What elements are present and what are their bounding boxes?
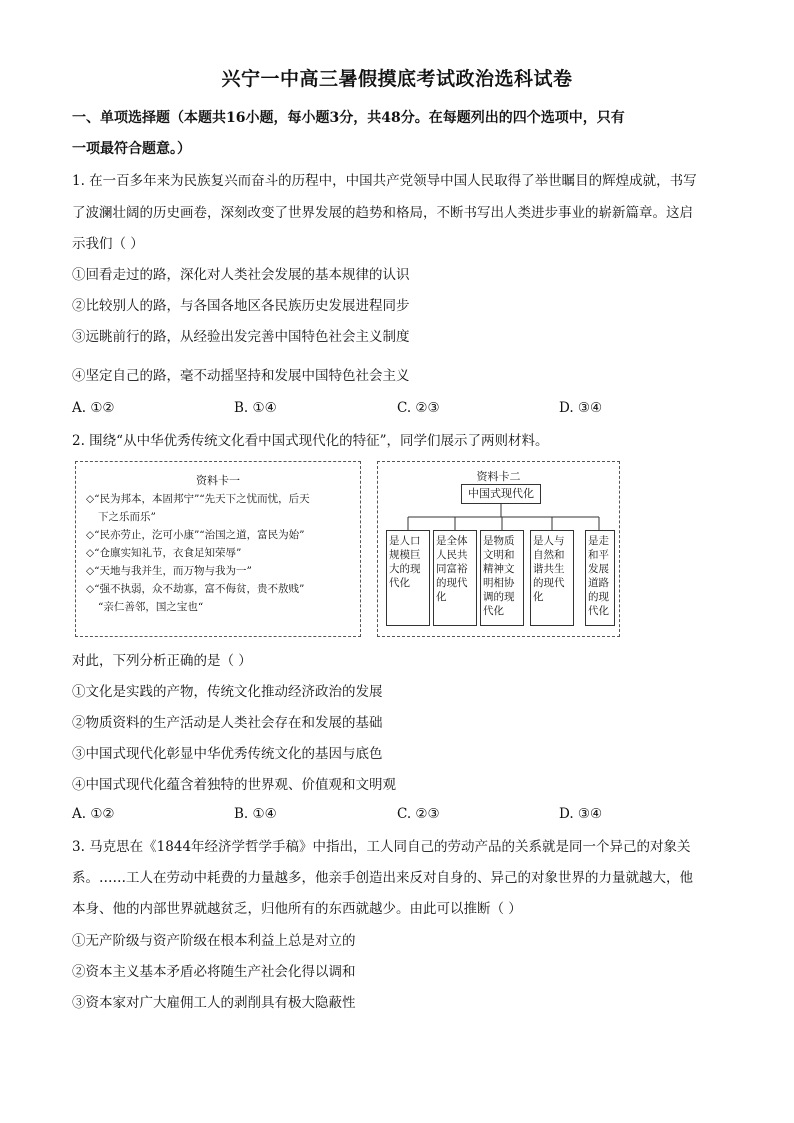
q2-item: ①文化是实践的产物，传统文化推动经济政治的发展 [72,684,383,700]
material-card-one [75,461,361,637]
diagram-leaf-node: 是人与自然和谐共生的现代化 [530,530,574,626]
q1-stem: 了波澜壮阔的历史画卷，深刻改变了世界发展的趋势和格局，不断书写出人类进步事业的崭新篇章。这启 [72,205,693,221]
page-title: 兴宁一中高三暑假摸底考试政治选科试卷 [221,68,573,90]
diagram-root-node: 中国式现代化 [461,484,541,504]
q2-option-a[interactable]: A. ①② [72,806,115,822]
q2-item: ③中国式现代化彰显中华优秀传统文化的基因与底色 [72,746,383,762]
q2-ask: 对此，下列分析正确的是（ ） [72,653,252,669]
card-one-line: ◇“民为邦本，本固邦宁”“先天下之忧而忧，后天 [86,493,310,505]
q2-item: ④中国式现代化蕴含着独特的世界观、价值观和文明观 [72,777,396,793]
q3-item: ②资本主义基本矛盾必将随生产社会化得以调和 [72,964,356,980]
q2-stem: 2. 围绕“从中华优秀传统文化看中国式现代化的特征”，同学们展示了两则材料。 [72,433,549,449]
q2-option-c[interactable]: C. ②③ [397,806,440,822]
q3-stem: 本身、他的内部世界就越贫乏，归他所有的东西就越少。由此可以推断（ ） [72,901,522,917]
q1-stem: 1. 在一百多年来为民族复兴而奋斗的历程中，中国共产党领导中国人民取得了举世瞩目的辉煌成就，书写 [72,173,697,189]
diagram-leaf-node: 是物质文明和精神文明相协调的现代化 [480,530,524,626]
q3-item: ③资本家对广大雇佣工人的剥削具有极大隐蔽性 [72,995,356,1011]
diagram-leaf-node: 是人口规模巨大的现代化 [386,530,430,626]
card-one-line: ◇“民亦劳止，汔可小康”“治国之道，富民为始” [86,529,305,541]
q1-option-b[interactable]: B. ①④ [234,400,277,416]
card-one-line: ◇“天地与我并生，而万物与我为一” [86,565,252,577]
card-one-line: 下之乐而乐” [98,511,156,523]
section-heading: 一、单项选择题（本题共16小题，每小题3分，共48分。在每题列出的四个选项中，只有 [72,110,625,126]
q2-item: ②物质资料的生产活动是人类社会存在和发展的基础 [72,715,383,731]
section-heading-cont: 一项最符合题意。） [72,141,191,157]
q1-option-d[interactable]: D. ③④ [559,400,603,416]
q1-item: ④坚定自己的路，毫不动摇坚持和发展中国特色社会主义 [72,368,410,384]
q3-item: ①无产阶级与资产阶级在根本利益上总是对立的 [72,933,356,949]
card-one-line: “亲仁善邻，国之宝也“ [98,601,204,613]
q1-options [72,400,732,418]
card-one-line: ◇“仓廪实知礼节，衣食足知荣辱” [86,547,242,559]
diagram-leaf-node: 是全体人民共同富裕的现代化 [433,530,477,626]
card-two-title: 资料卡二 [476,470,521,483]
card-one-title: 资料卡一 [196,474,240,487]
material-card-two [377,461,620,637]
q3-stem: 3. 马克思在《1844年经济学哲学手稿》中指出，工人同自己的劳动产品的关系就是同一个异己的对象关 [72,839,691,855]
q2-options [72,806,732,824]
q1-option-c[interactable]: C. ②③ [397,400,440,416]
q3-stem: 系。……工人在劳动中耗费的力量越多，他亲手创造出来反对自身的、异己的对象世界的力量就越大，他 [72,870,693,886]
diagram-leaf-node: 是走和平发展道路的现代化 [585,530,615,626]
q1-stem: 示我们（ ） [72,236,144,252]
card-one-line: ◇“强不执弱，众不劫寡，富不侮贫，贵不敖贱” [86,583,305,595]
q2-option-d[interactable]: D. ③④ [559,806,603,822]
q1-option-a[interactable]: A. ①② [72,400,115,416]
q1-item: ①回看走过的路，深化对人类社会发展的基本规律的认识 [72,267,410,283]
q2-option-b[interactable]: B. ①④ [234,806,277,822]
q1-item: ②比较别人的路，与各国各地区各民族历史发展进程同步 [72,298,410,314]
q1-item: ③远眺前行的路，从经验出发完善中国特色社会主义制度 [72,329,410,345]
